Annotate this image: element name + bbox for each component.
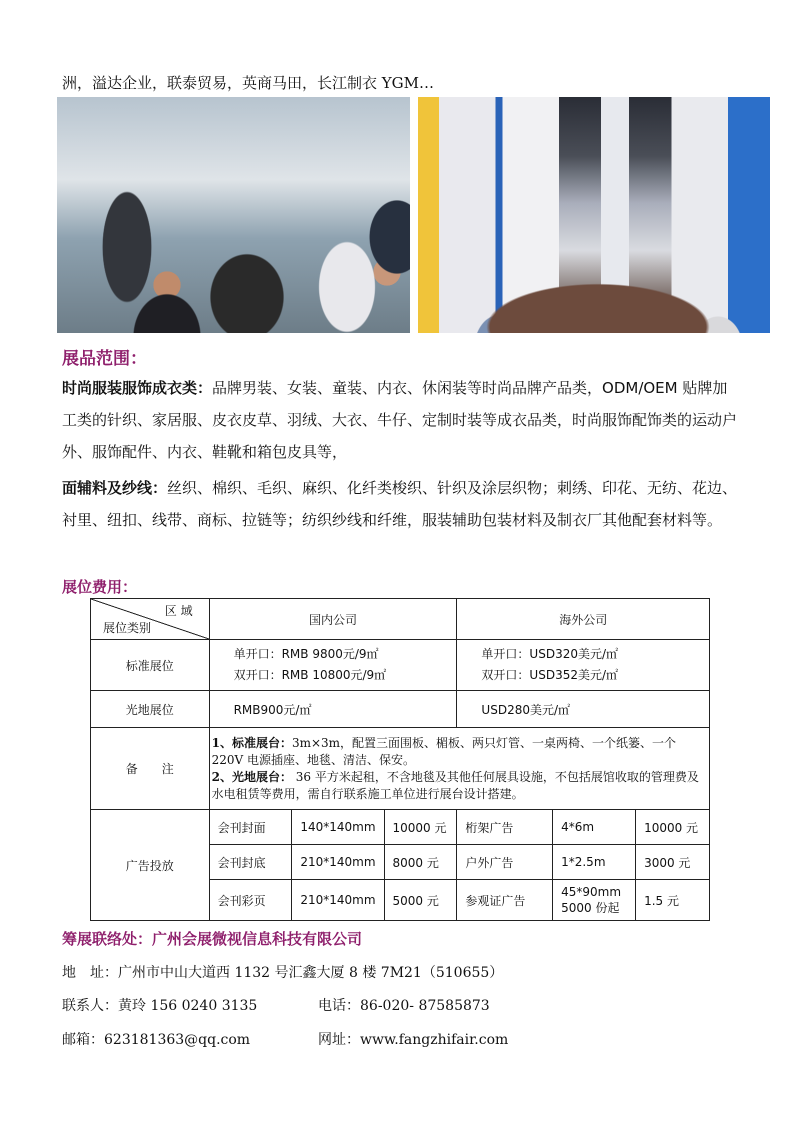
- note-1-title: 1、标准展台：: [211, 735, 292, 750]
- ad-size: 210*140mm: [292, 880, 384, 921]
- header-diagonal-cell: [91, 599, 210, 640]
- fee-table: [90, 598, 710, 921]
- ad-size: 45*90mm 5000 份起: [553, 880, 636, 921]
- contact-title: 筹展联络处：广州会展微视信息科技有限公司: [62, 930, 363, 948]
- note-2-title: 2、光地展台：: [211, 769, 292, 784]
- category1-paragraph: [62, 372, 738, 468]
- ad-item: 会刊封底: [209, 845, 292, 880]
- std-overseas-price: [457, 640, 710, 691]
- ad-size: 1*2.5m: [553, 845, 636, 880]
- std-domestic-price: [209, 640, 457, 691]
- category2-text: 丝织、棉织、毛织、麻织、化纤类梭织、针织及涂层织物；刺绣、印花、无纺、花边、衬里、纽扣、线带、商标、拉链等；纺织纱线和纤维，服装辅助包装材料及制衣厂其他配套材料等。: [62, 479, 738, 529]
- ad-item: 桁架广告: [457, 810, 553, 845]
- ad-size: 210*140mm: [292, 845, 384, 880]
- phone: 电话：86-020- 87585873: [318, 998, 490, 1014]
- std-label: 标准展位: [91, 640, 210, 691]
- table-header-row: [91, 599, 710, 640]
- address: 地 址：广州市中山大道西 1132 号汇鑫大厦 8 楼 7M21（510655）: [62, 965, 504, 981]
- ad-label: 广告投放: [91, 810, 210, 921]
- header-type: 展位类别: [103, 621, 152, 635]
- ad-size: 140*140mm: [292, 810, 384, 845]
- ad-item: 会刊彩页: [209, 880, 292, 921]
- raw-overseas-price: USD280美元/㎡: [457, 691, 710, 728]
- ad-price: 10000 元: [636, 810, 710, 845]
- ad-price: 8000 元: [384, 845, 457, 880]
- table-row: [91, 640, 710, 691]
- std-domestic-single: 单开口：RMB 9800元/9㎡: [233, 647, 379, 661]
- ad-item: 户外广告: [457, 845, 553, 880]
- website-link[interactable]: 网址：www.fangzhifair.com: [318, 1032, 509, 1048]
- intro-text: 洲，溢达企业，联泰贸易，英商马田，长江制衣 YGM…: [62, 74, 435, 92]
- header-domestic: 国内公司: [209, 599, 457, 640]
- ad-price: 3000 元: [636, 845, 710, 880]
- header-overseas: 海外公司: [457, 599, 710, 640]
- note-2-text: 36 平方米起租，不含地毯及其他任何展具设施，不包括展馆收取的管理费及水电租赁等费用，需自行联系施工单位进行展台设计搭建。: [211, 769, 699, 801]
- category1-text: 品牌男装、女装、童装、内衣、休闲装等时尚品牌产品类，ODM/OEM 贴牌加工类的针织、家居服、皮衣皮草、羽绒、大衣、牛仔、定制时装等成衣品类，时尚服饰配饰类的运动户外、服饰配件、内衣、鞋靴和箱包皮具等，: [62, 379, 738, 461]
- ad-size: 4*6m: [553, 810, 636, 845]
- category2-label: 面辅料及纱线：: [62, 479, 168, 497]
- exhibition-hall-photo: [418, 97, 770, 333]
- fee-section-title: 展位费用：: [62, 578, 138, 596]
- header-region: 区 域: [164, 604, 193, 618]
- exhibits-section-title: 展品范围：: [62, 349, 147, 369]
- std-domestic-double: 双开口：RMB 10800元/9㎡: [233, 668, 387, 682]
- table-row: [91, 810, 710, 845]
- raw-label: 光地展位: [91, 691, 210, 728]
- table-row: [91, 728, 710, 810]
- std-overseas-single: 单开口：USD320美元/㎡: [481, 647, 619, 661]
- ad-price: 1.5 元: [636, 880, 710, 921]
- category2-paragraph: [62, 472, 738, 536]
- ad-item: 会刊封面: [209, 810, 292, 845]
- note-label: 备 注: [91, 728, 210, 810]
- category1-label: 时尚服装服饰成衣类：: [62, 379, 213, 397]
- ad-price: 10000 元: [384, 810, 457, 845]
- note-content: [209, 728, 709, 810]
- table-row: [91, 691, 710, 728]
- ad-price: 5000 元: [384, 880, 457, 921]
- email[interactable]: 邮箱：623181363@qq.com: [62, 1032, 251, 1048]
- raw-domestic-price: RMB900元/㎡: [209, 691, 457, 728]
- contact-person: 联系人：黄玲 156 0240 3135: [62, 998, 258, 1014]
- meeting-photo: [57, 97, 410, 333]
- std-overseas-double: 双开口：USD352美元/㎡: [481, 668, 619, 682]
- note-1-text: 3m×3m，配置三面围板、楣板、两只灯管、一桌两椅、一个纸篓、一个 220V 电源插座、地毯、清洁、保安。: [211, 735, 677, 767]
- ad-item: 参观证广告: [457, 880, 553, 921]
